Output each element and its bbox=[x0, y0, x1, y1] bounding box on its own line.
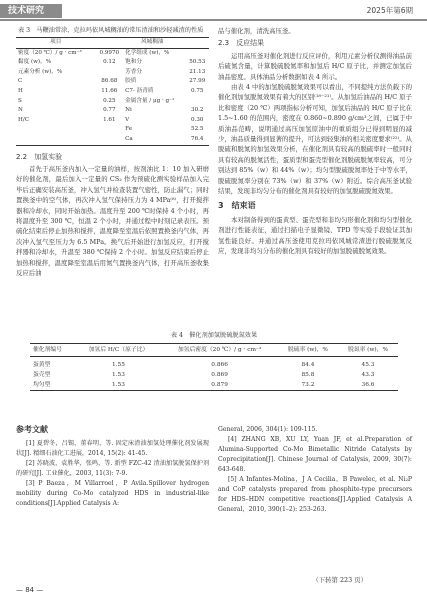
continued-paragraph: 品与催化剂，清洗高压釜。 bbox=[218, 27, 295, 35]
table3-row bbox=[16, 106, 209, 116]
table3-caption: 表 3 马鞭油常涂、克拉玛依风城稠油的常压渣油和沙轻减渣的性质 bbox=[18, 27, 204, 34]
table4-cell: 1.53 bbox=[112, 372, 125, 378]
header-rule bbox=[0, 19, 427, 21]
table3-row bbox=[16, 68, 209, 78]
table3-cell: 0.12 bbox=[103, 59, 116, 66]
right-column bbox=[218, 26, 412, 257]
table3-cell: H bbox=[18, 87, 23, 94]
table4-row bbox=[30, 357, 398, 371]
issue-label: 2025年第6期 bbox=[366, 6, 413, 15]
table4-cell: 36.6 bbox=[338, 380, 398, 391]
section-2-2-paragraph: 首先于高压釜内加入一定量的油样，按剂油比 1：10 加入研磨好的催化剂，最后加入一定量的 CS₂ 作为预硫化测实验样品加入完毕后正确安装高压釜，冲入氢气并检查装置气密性，防止漏气；同时置换釜中的空气体，再次冲入氢气保持压力为 4 MPa⁽⁸⁾，打开搅拌器和冷却水，同时开始加热。温度升至 200 ℃时保持 4 个小时，再将温度升至 300 ℃，恒温 2 个小时，并通过程中时刻记录表压。预硫化结束后停止加热和搅拌，温度降至室温后依照置换釜内气体，再次冲入氢气至压力为 6.5 MPa。换气后开始进行加氢反应，打开搅拌器和冷却水，升温至 380 ℃保持 2 个小时。加氢反应结束后停止加热和搅拌，温度降至室温后用氮气置换釜内气体，打开高压釜收集反应后油 bbox=[16, 164, 209, 277]
section-2-3-paragraph-1: 运用高压釜对催化剂进行反应评价，利用元素分析仪测得油品前后硫氮含量，计算脱硫脱氮率和加氢后 H/C 原子比，并测定加氢后油品密度。具体油品分析数据如表 4 所示。 bbox=[218, 51, 412, 81]
references-heading: 参考文献 bbox=[16, 425, 48, 434]
reference-item: [1] 夏碧冬，吕锡，董春明，等. 固定床渣油加氢处理催化剂发展现状[J]. 精细石油化工进展，2014, 15(2): 41-45. bbox=[16, 440, 209, 457]
table4-header-cell: 加氢后密度（20 ℃）/ g · cm⁻³ bbox=[161, 344, 278, 357]
table3-cell: 元素分析 (w)，% bbox=[18, 68, 63, 75]
table3-cell: 0.77 bbox=[103, 107, 116, 114]
table4-row bbox=[30, 370, 398, 380]
table3-cell: 黏度 (w)，% bbox=[18, 59, 52, 66]
table3-cell: 0.25 bbox=[103, 97, 116, 104]
table3-cell: 27.99 bbox=[189, 78, 206, 85]
table3-cell bbox=[95, 135, 123, 145]
table3-cell: 密度（20 ℃）/ g · cm⁻³ bbox=[18, 49, 82, 56]
table3-row bbox=[16, 135, 209, 145]
table4-row bbox=[30, 380, 398, 391]
table3-cell: 21.13 bbox=[189, 68, 206, 75]
table3-cell: 11.66 bbox=[101, 87, 118, 94]
table4-cell: 蛋壳型 bbox=[33, 372, 51, 378]
table3 bbox=[16, 37, 209, 146]
table3-cell: 0.9970 bbox=[99, 49, 120, 56]
table3-row bbox=[16, 87, 209, 97]
page-number: — 84 — bbox=[16, 586, 44, 594]
table4-header-cell: 脱硫率 (w)，% bbox=[278, 344, 338, 357]
table4-cell: 84.4 bbox=[301, 362, 315, 368]
table3-cell bbox=[186, 97, 210, 107]
table3-cell bbox=[16, 135, 95, 145]
table3-header-row bbox=[16, 38, 209, 49]
table3-cell: Ca bbox=[123, 135, 185, 145]
table4-header-cell: 脱氮率 (w)，% bbox=[338, 344, 398, 357]
page-header bbox=[0, 0, 427, 20]
table3-row bbox=[16, 58, 209, 68]
table3-cell: Ni bbox=[125, 107, 132, 114]
table4-cell: 43.3 bbox=[361, 372, 375, 378]
table3-cell: 化学组成 (w)，% bbox=[125, 49, 170, 56]
table4-cell: 45.3 bbox=[361, 362, 375, 368]
table3-cell: 76.4 bbox=[186, 135, 210, 145]
table3-cell: 芳香分 bbox=[125, 68, 142, 75]
table3-row bbox=[16, 48, 209, 58]
table3-row bbox=[16, 116, 209, 126]
table3-cell: Fe bbox=[125, 126, 133, 133]
table4-cell: 0.879 bbox=[161, 380, 278, 391]
section-2-3-heading: 2.3 反应结果 bbox=[218, 39, 265, 48]
table3-cell: N bbox=[18, 107, 23, 114]
left-column bbox=[16, 26, 209, 278]
section-2-2-heading: 2.2 加氢实验 bbox=[16, 152, 63, 161]
table3-cell: H/C bbox=[18, 116, 30, 123]
table4-cell: 85.8 bbox=[301, 372, 315, 378]
reference-item: [3] P Baeza，M Villarroel，P Avila.Spillover hydrogen mobility during Co-Mo catalyzed HDS in industrial-like conditions[J].Applied Catalysis A: bbox=[16, 480, 209, 507]
table4-header-cell: 加氢后 H/C（原子比） bbox=[76, 344, 162, 357]
continued-note: （下转第 223 页） bbox=[312, 576, 367, 584]
table3-cell: S bbox=[18, 97, 22, 104]
table3-row bbox=[16, 125, 209, 135]
table3-cell bbox=[186, 48, 210, 58]
table3-cell: 饱和分 bbox=[125, 59, 142, 66]
table3-cell: 1.61 bbox=[103, 116, 116, 123]
table3-cell: V bbox=[125, 116, 130, 123]
table3-row bbox=[16, 77, 209, 87]
table4-block bbox=[30, 331, 398, 391]
table3-cell: 86.68 bbox=[101, 78, 118, 85]
table4 bbox=[30, 343, 398, 391]
table3-cell: 0.30 bbox=[191, 116, 204, 123]
table4-body bbox=[30, 357, 398, 391]
table3-cell: 0.75 bbox=[191, 87, 204, 94]
reference-item: General, 2006, 304(1): 109-115. bbox=[218, 426, 318, 433]
table3-header-cell: 风城稠油 bbox=[95, 38, 209, 49]
section-3-paragraph: 本对制备得到的蛋黄型、蛋壳型和非均匀形催化剂和均匀型催化剂进行性能表征，通过扫描电子显微镜、TPD 等实验手段验证其加氢性能良好。并通过高压釜使用克拉玛依风城常渣进行脱硫脱氮反应，发现非均匀分布的催化剂具有较好的加氢脱硫脱氮效果。 bbox=[218, 215, 412, 256]
section-tag: 技术研究 bbox=[0, 4, 62, 18]
section-3-heading: 3 结束语 bbox=[218, 200, 256, 210]
table4-cell: 均匀型 bbox=[30, 380, 76, 391]
reference-item: [5] A Infantes-Molina，J A Cecilia，B Pawelec, et al. Ni₂P and CoP catalysts prepared from phosphite-type precursors for HDS–HDN competitive reactions[J].Applied Catalysis A General，2010, 390(1–2): 253-263. bbox=[218, 476, 412, 513]
table4-header-cell: 催化剂编号 bbox=[30, 344, 76, 357]
table4-cell: 1.53 bbox=[76, 380, 162, 391]
table3-cell: 30.2 bbox=[191, 107, 204, 114]
table4-cell: 0.866 bbox=[211, 362, 228, 368]
table3-body bbox=[16, 48, 209, 145]
table4-header-row bbox=[30, 344, 398, 357]
table3-cell: 50.53 bbox=[189, 59, 206, 66]
section-2-3-paragraph-2: 由表 4 中的加氢脱硫脱氮效果可以看出，不同提纯方法负载下的催化剂加氢脱氮效果有着大的区别⁽¹⁸⁻²¹⁾。从加氢后油品的 H/C 原子比和密度（20 ℃）两项指标分析可知，加氢后油品的 H/C 原子比在 1.5~1.60 的范围内，密度在 0.860~0.890 g/cm³之间，已属于中质油品范畴，说明通过高压加氢原油中的重质组分已得到明显的减少，油品质量得到显著的提升，可达到轻集油的相关密度要求⁽²²⁾。从脱硫和脱氮的加氢效果分析，在催化剂具有较高的脱硫率时一般同时具有较高的脱氮活性，蛋质型和蛋壳型催化剂脱硫脱氮率较高，可分别达到 85%（w）和 44%（w）；均匀型脱硫脱氮率处于中等水平，脱硫脱氮率分别在 73%（w）和 37%（w）附近。综合高压釜试验结果，发现非均匀分布的催化剂具有较好的加氢脱硫脱氮效果。 bbox=[218, 83, 412, 196]
reference-item: [2] 苏晓波，袁胜华，张鸣，等. 新型 FZC-42 渣油加氢脱氢保护剂的研究[J]. 工业催化，2003, 11(3): 7-9. bbox=[16, 460, 209, 477]
references-right bbox=[218, 425, 412, 515]
reference-item: [4] ZHANG XB, XU LY, Yuan JF, et al.Preparation of Alumina-Supported Co-Mo Bimetallic Nitride Catalysts by Coprecipitation[J]. Chinese Journal of Catalysis, 2009, 30(7): 643-648. bbox=[218, 436, 412, 473]
table3-cell: C7- 沥青质 bbox=[125, 87, 154, 94]
table3-cell: 胶质 bbox=[125, 78, 137, 85]
table3-cell bbox=[95, 68, 123, 78]
table4-cell: 73.2 bbox=[278, 380, 338, 391]
table4-cell: 蛋黄型 bbox=[33, 362, 51, 368]
table3-cell bbox=[95, 125, 123, 135]
table3-header-cell: 项目 bbox=[16, 38, 95, 49]
table4-cell: 1.55 bbox=[112, 362, 125, 368]
table3-cell: C bbox=[18, 78, 23, 85]
references-left bbox=[16, 425, 209, 509]
table3-cell: 金属含量 / μg · g⁻¹ bbox=[125, 97, 175, 104]
table4-caption: 表 4 催化剂加氢脱硫脱氮效果 bbox=[170, 332, 258, 339]
table3-row bbox=[16, 97, 209, 107]
table3-cell: 52.5 bbox=[191, 126, 204, 133]
table4-cell: 0.869 bbox=[211, 372, 228, 378]
table3-cell bbox=[16, 125, 95, 135]
